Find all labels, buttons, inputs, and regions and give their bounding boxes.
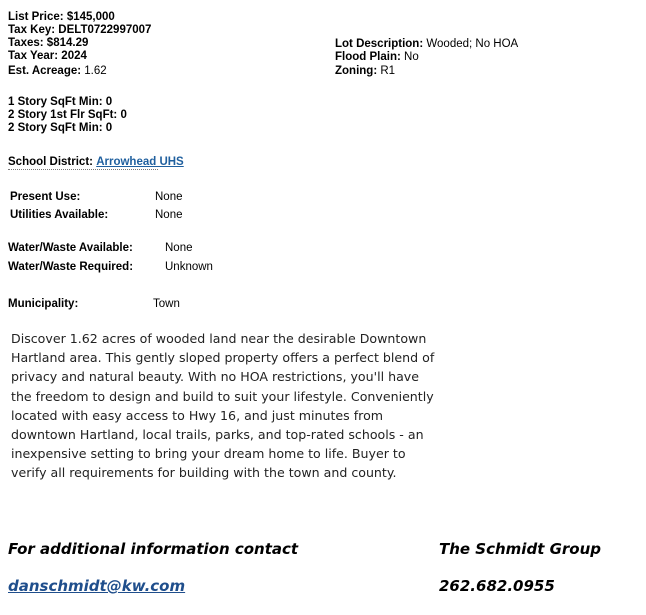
present-use-value: None xyxy=(155,191,183,203)
utilities-label: Utilities Available: xyxy=(10,209,109,221)
school-district-link[interactable]: Arrowhead UHS xyxy=(96,156,184,168)
contact-text: For additional information contact xyxy=(8,540,299,558)
water-required-label: Water/Waste Required: xyxy=(8,261,134,273)
est-acreage: Est. Acreage: 1.62 xyxy=(8,65,107,77)
utilities-value: None xyxy=(155,209,183,221)
water-required-value: Unknown xyxy=(165,261,213,273)
phone-number: 262.682.0955 xyxy=(439,577,555,595)
description-line: Discover 1.62 acres of wooded land near the desirable Downtown xyxy=(11,331,427,346)
property-description xyxy=(11,329,441,483)
tax-year: Tax Year: 2024 xyxy=(8,50,87,62)
water-available-label: Water/Waste Available: xyxy=(8,242,133,254)
water-available-value: None xyxy=(165,242,193,254)
description-line: located with easy access to Hwy 16, and just minutes from xyxy=(11,407,384,423)
email-link[interactable]: danschmidt@kw.com xyxy=(8,577,186,595)
two-story-sqft-min: 2 Story SqFt Min: 0 xyxy=(8,122,113,134)
school-district: School District: Arrowhead UHS xyxy=(8,156,184,168)
description-line: verify all requirements for building with the town and county. xyxy=(11,465,397,481)
tax-key: Tax Key: DELT0722997007 xyxy=(8,24,152,36)
lot-description: Lot Description: Wooded; No HOA xyxy=(335,38,519,50)
group-name: The Schmidt Group xyxy=(439,540,602,558)
present-use-label: Present Use: xyxy=(10,191,81,203)
description-line: privacy and natural beauty. With no HOA restrictions, you'll have xyxy=(11,369,419,385)
taxes: Taxes: $814.29 xyxy=(8,37,89,49)
clipped-line-fragment xyxy=(8,167,188,171)
one-story-sqft-min: 1 Story SqFt Min: 0 xyxy=(8,96,113,108)
two-story-first-flr-sqft: 2 Story 1st Flr SqFt: 0 xyxy=(8,109,127,121)
description-line: downtown Hartland, local trails, parks, and top-rated schools - an xyxy=(11,427,424,443)
list-price: List Price: $145,000 xyxy=(8,11,115,23)
description-line: inexpensive setting to bring your dream home to life. Buyer to xyxy=(11,446,406,462)
flood-plain: Flood Plain: No xyxy=(335,51,419,63)
municipality-value: Town xyxy=(153,298,180,310)
municipality-label: Municipality: xyxy=(8,298,79,310)
description-line: Hartland area. This gently sloped property offers a perfect blend of xyxy=(11,350,435,366)
zoning: Zoning: R1 xyxy=(335,65,396,77)
description-line: the freedom to design and build to suit your lifestyle. Conveniently xyxy=(11,388,434,404)
